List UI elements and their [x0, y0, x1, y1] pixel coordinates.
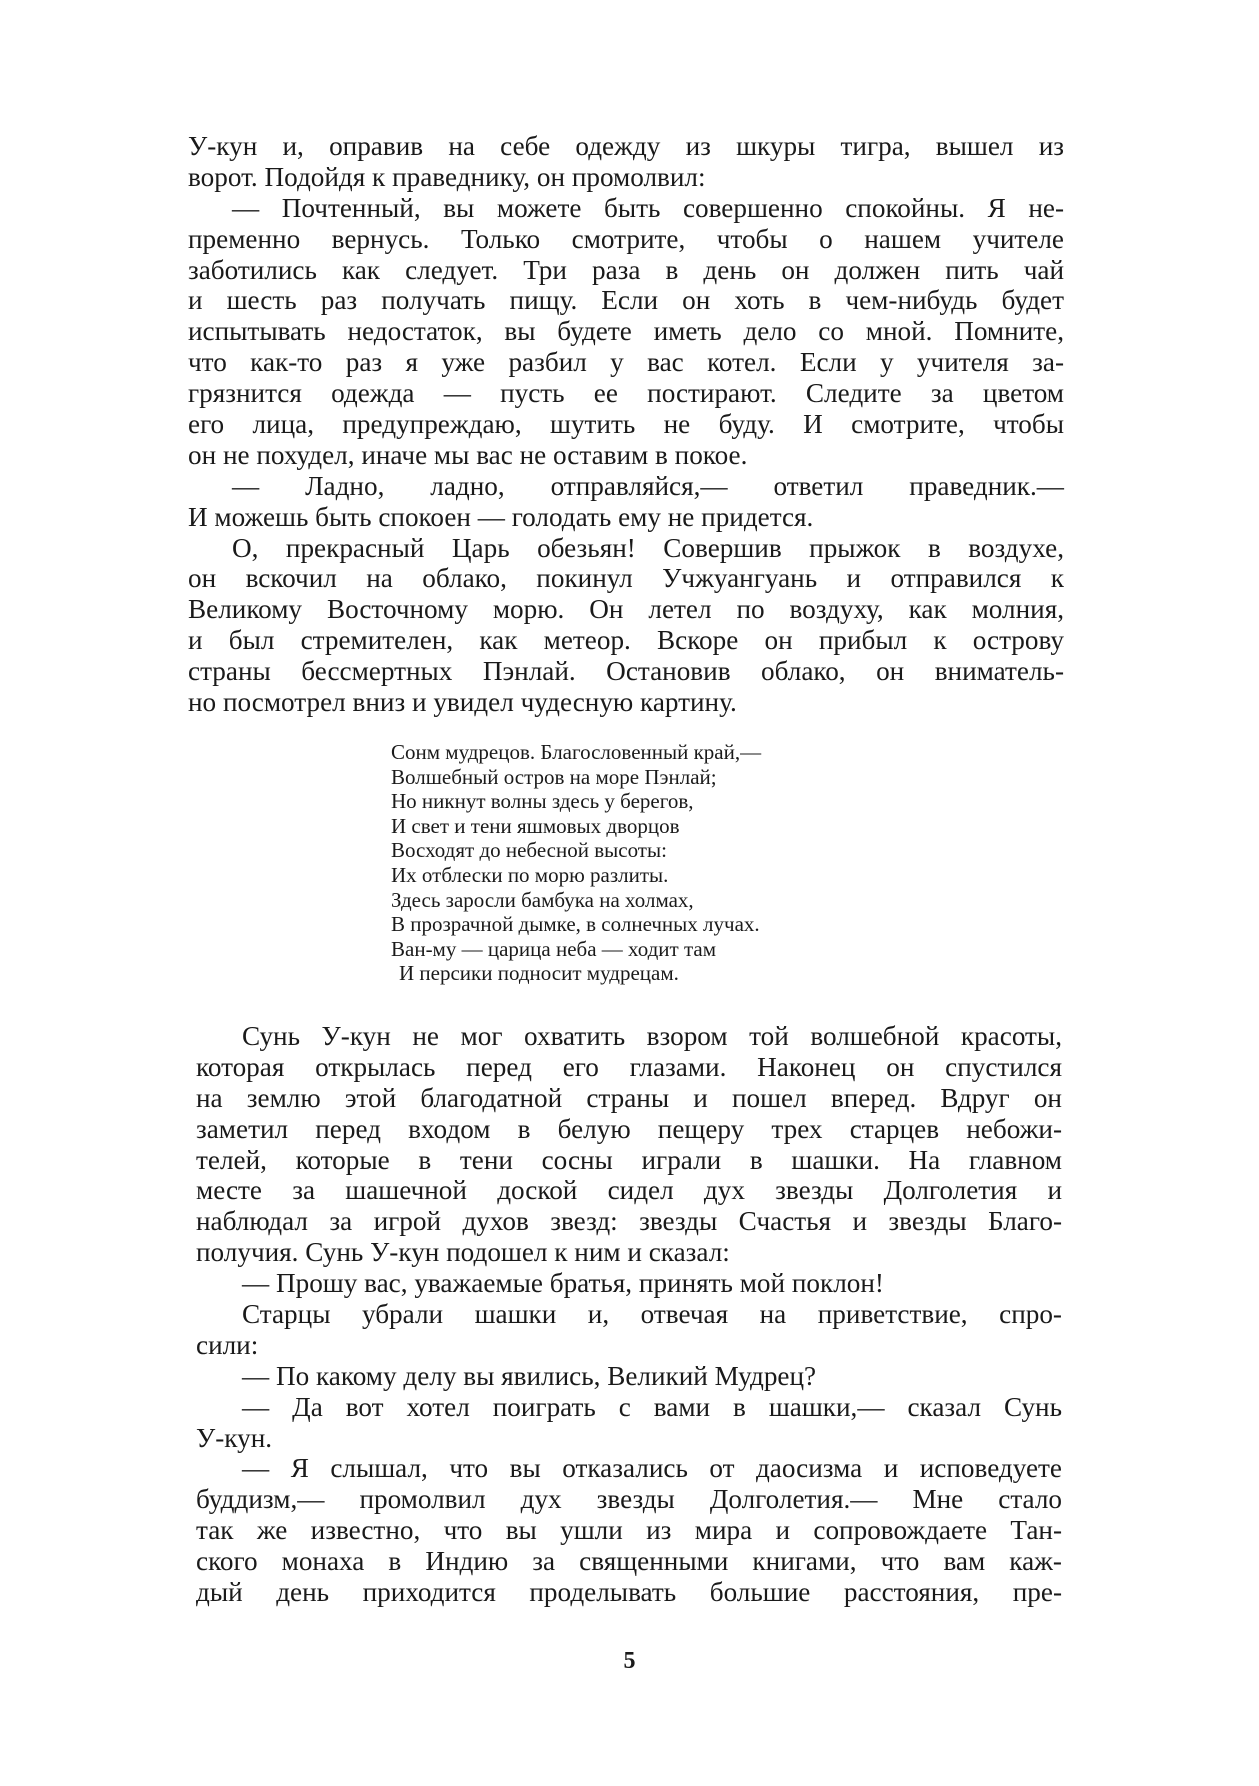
- text-line: ворот. Подойдя к праведнику, он промолвил:: [188, 161, 706, 192]
- text-line: ского монаха в Индию за священными книгами, что вам каж-: [196, 1546, 1062, 1577]
- text-line: но посмотрел вниз и увидел чудесную картину.: [188, 687, 737, 718]
- text-block-top: [188, 131, 1064, 718]
- text-line: — Прошу вас, уважаемые братья, принять мой поклон!: [242, 1268, 884, 1299]
- text-line: У-кун и, оправив на себе одежду из шкуры тигра, вышел из: [188, 131, 1064, 161]
- text-line: получия. Сунь У-кун подошел к ним и сказал:: [196, 1237, 730, 1268]
- text-line: сили:: [196, 1329, 259, 1360]
- text-line: телей, которые в тени сосны играли в шашки. На главном: [196, 1144, 1062, 1175]
- text-line: страны бессмертных Пэнлай. Остановив облако, он вниматель-: [188, 656, 1064, 687]
- text-line: что как-то раз я уже разбил у вас котел. Если у учителя за-: [188, 347, 1064, 378]
- text-line: Сунь У-кун не мог охватить взором той волшебной красоты,: [242, 1021, 1062, 1051]
- text-block-bottom: [196, 1021, 1062, 1608]
- poem-verse: Ван-му — царица неба — ходит там: [391, 936, 717, 961]
- text-line: — По какому делу вы явились, Великий Мудрец?: [242, 1360, 817, 1391]
- text-line: которая открылась перед его глазами. Наконец он спустился: [196, 1051, 1062, 1082]
- poem-verse: Восходят до небесной высоты:: [391, 838, 667, 863]
- poem-verse: И свет и тени яшмовых дворцов: [391, 813, 680, 838]
- poem-block: [391, 740, 761, 986]
- text-line: буддизм,— промолвил дух звезды Долголетия.— Мне стало: [196, 1484, 1062, 1515]
- text-line: его лица, предупреждаю, шутить не буду. И смотрите, чтобы: [188, 409, 1064, 440]
- text-line: — Ладно, ладно, отправляйся,— ответил праведник.—: [232, 470, 1064, 501]
- poem-verse: В прозрачной дымке, в солнечных лучах.: [391, 912, 760, 937]
- text-line: И можешь быть спокоен — голодать ему не придется.: [188, 501, 814, 532]
- text-line: заметил перед входом в белую пещеру трех старцев небожи-: [196, 1113, 1062, 1144]
- text-line: О, прекрасный Царь обезьян! Совершив прыжок в воздухе,: [232, 532, 1064, 563]
- poem-verse: Волшебный остров на море Пэнлай;: [391, 764, 717, 789]
- text-line: и был стремителен, как метеор. Вскоре он прибыл к острову: [188, 625, 1064, 656]
- poem-verse: Но никнут волны здесь у берегов,: [391, 789, 694, 814]
- text-line: наблюдал за игрой духов звезд: звезды Счастья и звезды Благо-: [196, 1206, 1062, 1237]
- text-line: он не похудел, иначе мы вас не оставим в покое.: [188, 439, 748, 470]
- text-line: Старцы убрали шашки и, отвечая на приветствие, спро-: [242, 1299, 1062, 1330]
- poem-verse: И персики подносит мудрецам.: [399, 961, 679, 986]
- text-line: пременно вернусь. Только смотрите, чтобы о нашем учителе: [188, 223, 1064, 254]
- text-line: месте за шашечной доской сидел дух звезды Долголетия и: [196, 1175, 1062, 1206]
- page-number: 5: [623, 1648, 636, 1674]
- text-line: грязнится одежда — пусть ее постирают. Следите за цветом: [188, 378, 1064, 409]
- text-line: дый день приходится проделывать большие расстояния, пре-: [196, 1577, 1062, 1608]
- poem-verse: Их отблески по морю разлиты.: [391, 862, 669, 887]
- text-line: — Я слышал, что вы отказались от даосизма и исповедуете: [242, 1453, 1062, 1484]
- text-line: — Почтенный, вы можете быть совершенно спокойны. Я не-: [232, 192, 1064, 223]
- text-line: заботились как следует. Три раза в день он должен пить чай: [188, 254, 1064, 285]
- poem-verse: Сонм мудрецов. Благословенный край,—: [391, 740, 762, 764]
- text-line: так же известно, что вы ушли из мира и сопровождаете Тан-: [196, 1515, 1062, 1546]
- poem-verse: Здесь заросли бамбука на холмах,: [391, 887, 694, 912]
- text-line: и шесть раз получать пищу. Если он хоть в чем-нибудь будет: [188, 285, 1064, 316]
- text-line: Великому Восточному морю. Он летел по воздуху, как молния,: [188, 594, 1064, 625]
- text-line: испытывать недостаток, вы будете иметь дело со мной. Помните,: [188, 316, 1064, 347]
- text-line: У-кун.: [196, 1422, 273, 1453]
- text-line: на землю этой благодатной страны и пошел вперед. Вдруг он: [196, 1082, 1062, 1113]
- text-line: — Да вот хотел поиграть с вами в шашки,— сказал Сунь: [242, 1391, 1062, 1422]
- text-line: он вскочил на облако, покинул Учжуангуань и отправился к: [188, 563, 1064, 594]
